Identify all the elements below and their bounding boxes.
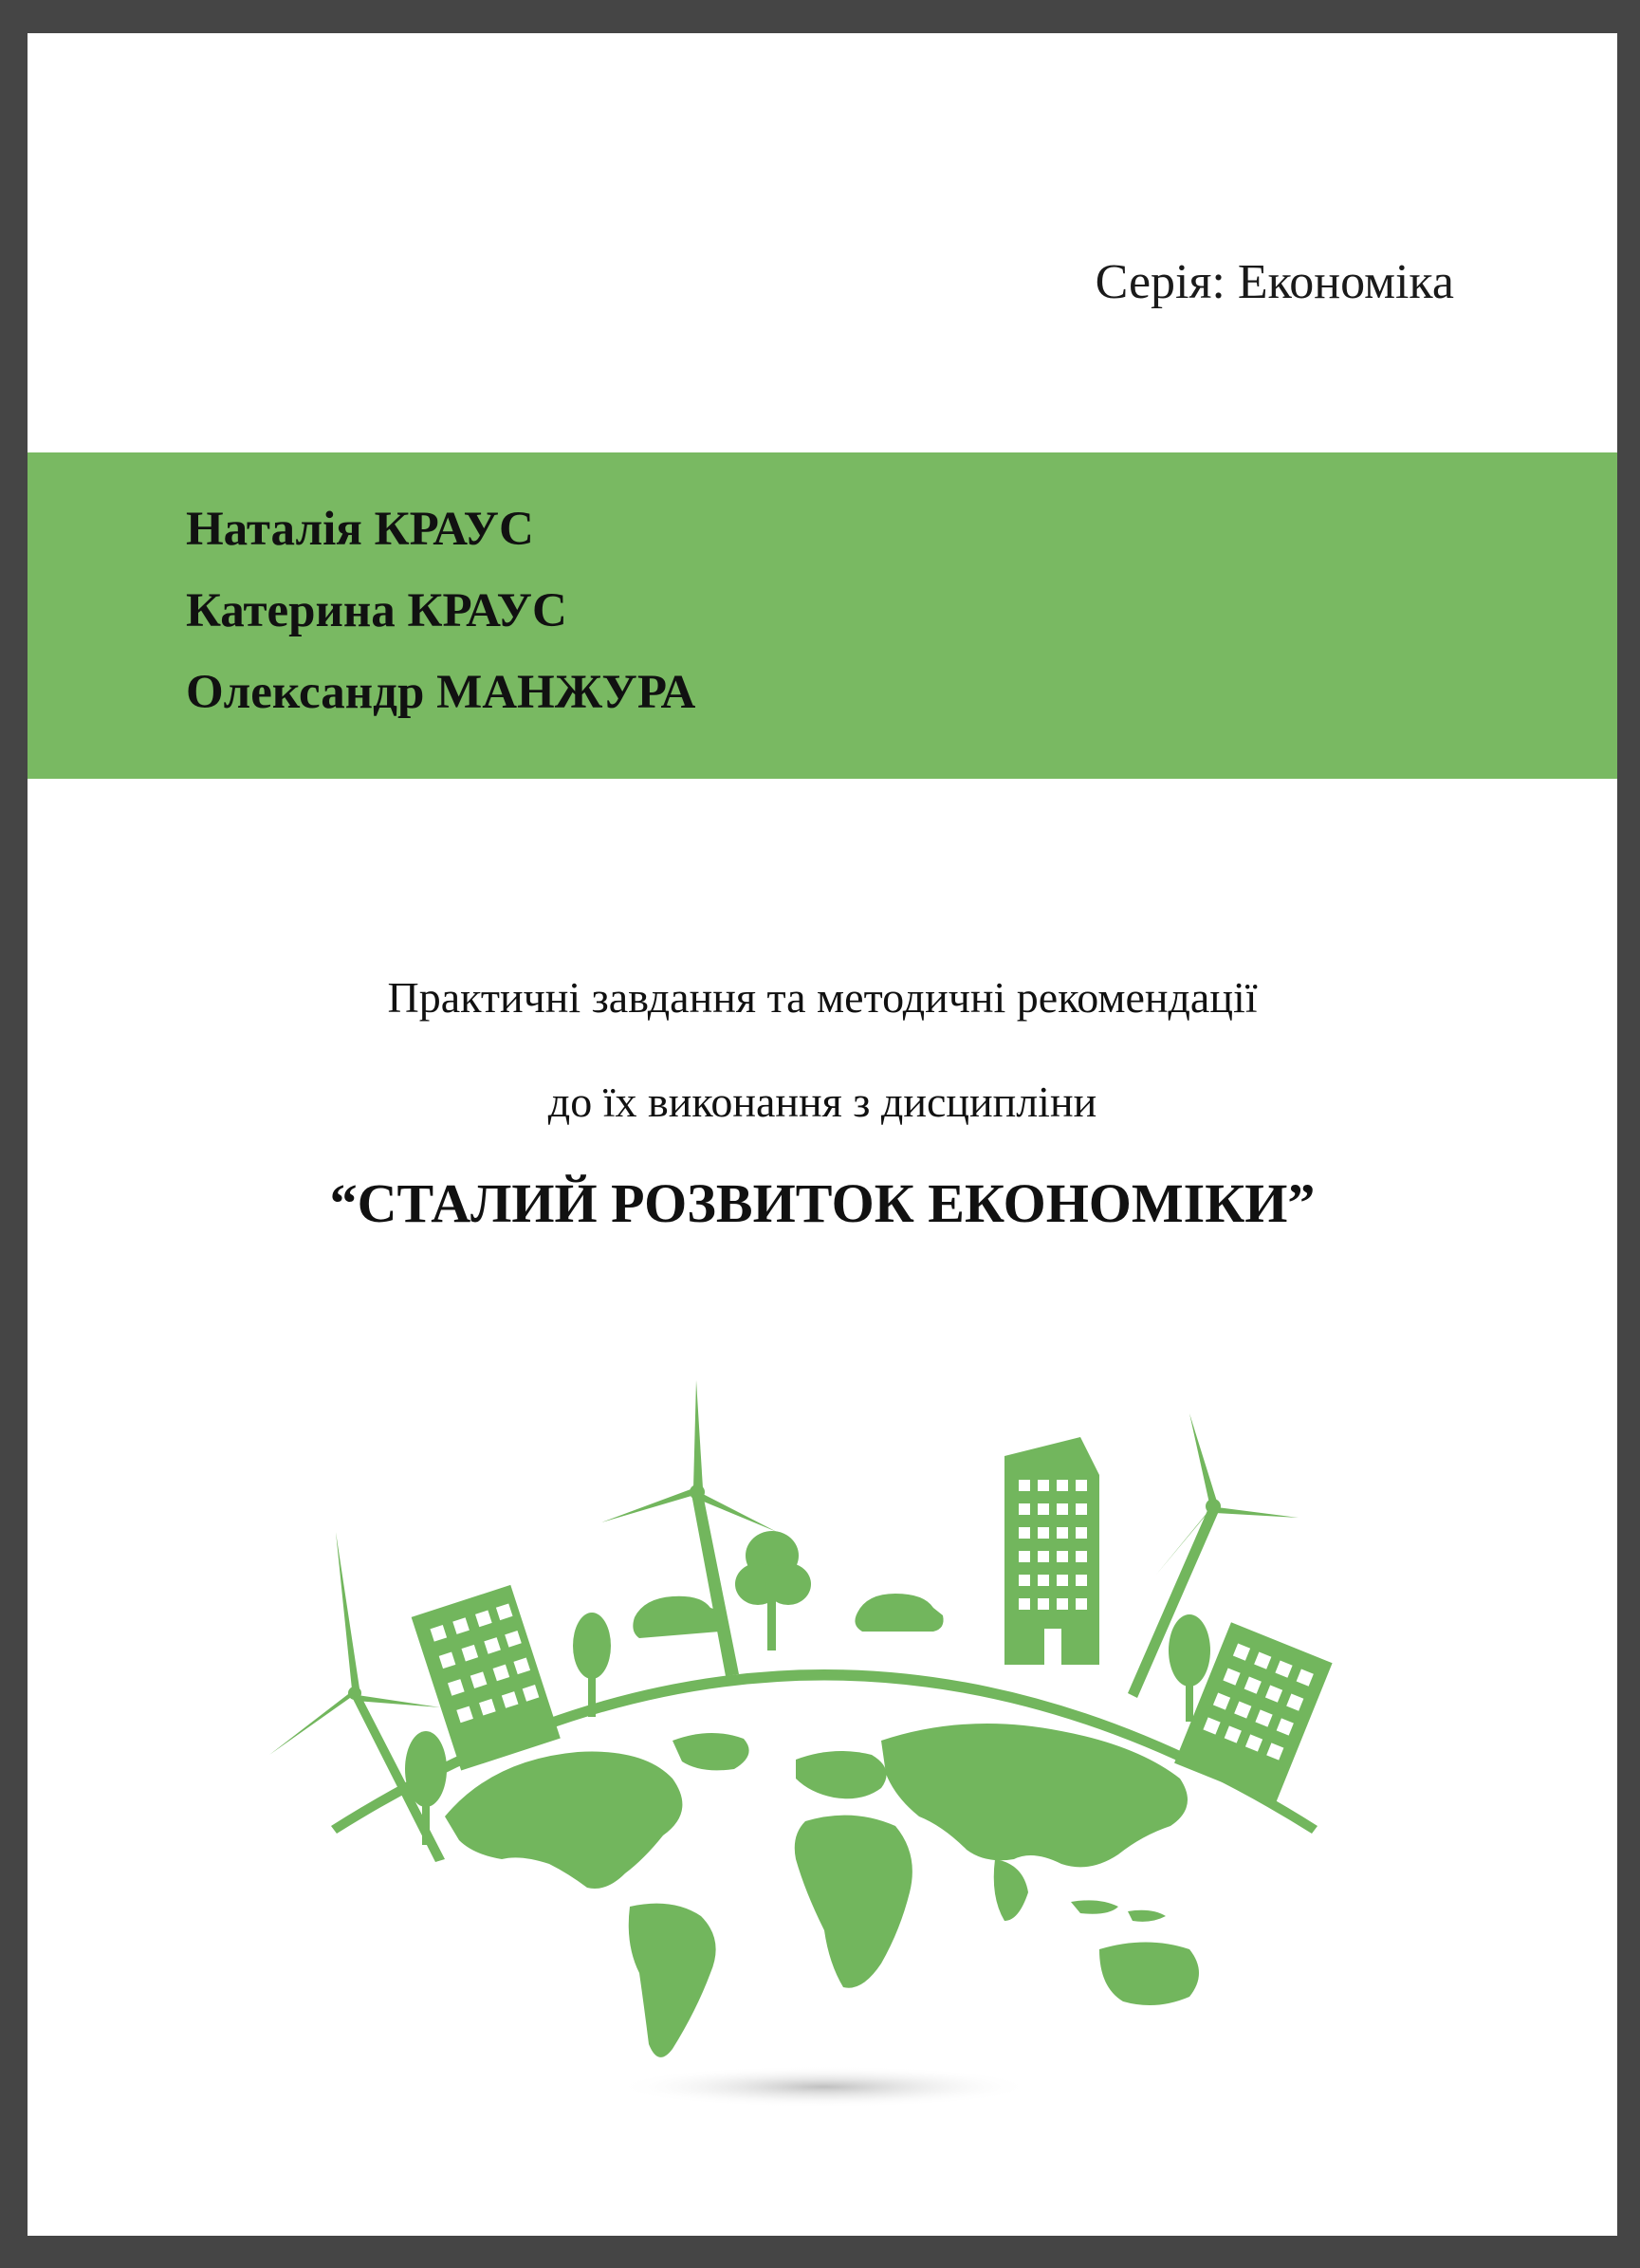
book-title: “СТАЛИЙ РОЗВИТОК ЕКОНОМІКИ” [329,1172,1316,1234]
australia [1099,1943,1199,2006]
cover-page [28,33,1617,2236]
turbine-right-blade [1215,1507,1299,1518]
turbine-left-blade [269,1691,352,1755]
subtitle-line-2: до їх виконання з дисципліни [547,1078,1097,1126]
author-name: Катерина КРАУС [186,584,567,637]
authors-list [186,489,695,733]
turbine-center-blade [601,1488,693,1522]
authors-band [28,452,1617,779]
indonesia [1071,1900,1166,1921]
car-center [855,1594,943,1632]
building-center [1004,1437,1099,1665]
turbine-center-tower [691,1494,739,1676]
author-name: Олександр МАНЖУРА [186,666,696,719]
turbine-right-blade [1189,1413,1217,1503]
south-america [629,1904,716,2057]
africa [795,1816,912,1988]
subtitle-line-1: Практичні завдання та методичні рекомендації [387,973,1258,1022]
turbine-left-blade [336,1532,359,1689]
north-america [445,1752,682,1889]
greenland [673,1733,749,1770]
turbine-left-blade [356,1695,440,1707]
ground-shadow [616,2066,1033,2108]
author-name: Наталія КРАУС [186,503,534,556]
eco-globe-city-illustration-icon [265,1380,1384,2120]
europe [796,1751,887,1798]
india [994,1859,1028,1921]
turbine-center-blade [693,1380,703,1488]
turbine-center-blade [699,1494,777,1532]
series-label: Серія: Економіка [1095,255,1454,309]
